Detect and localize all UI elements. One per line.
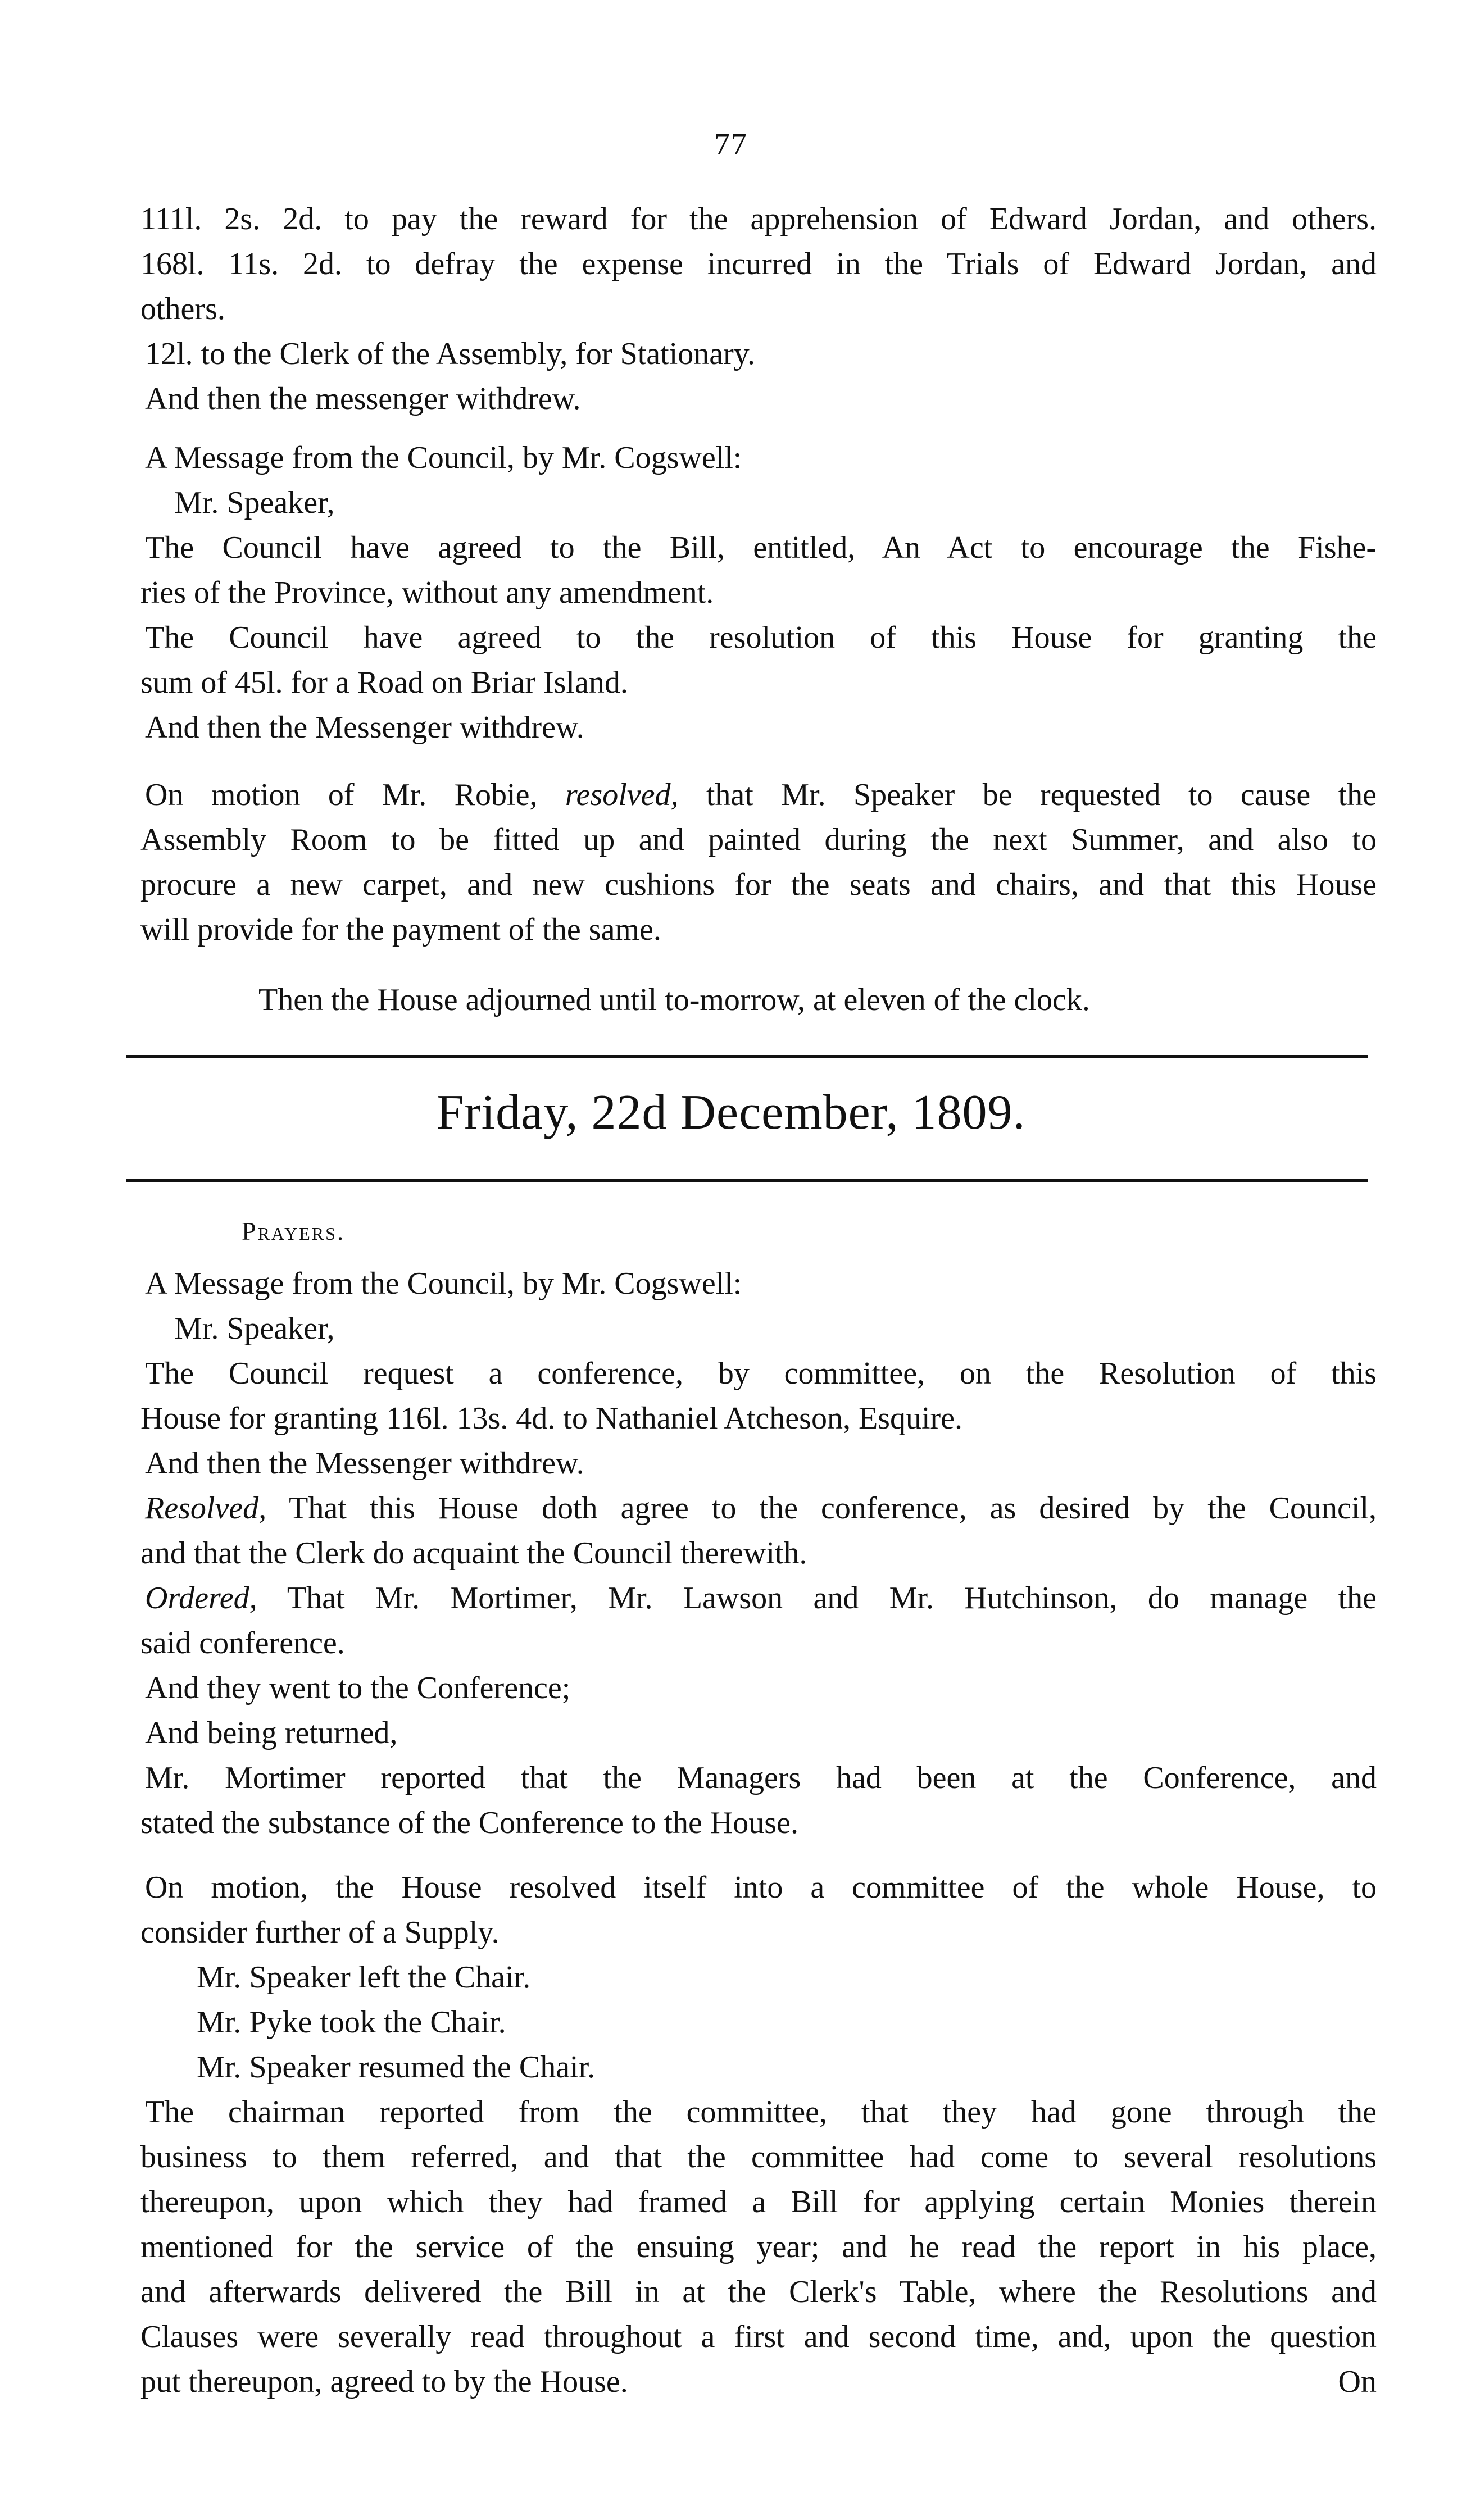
text-segment: that Mr. Speaker be requested to cause the <box>678 777 1377 812</box>
text-line: 12l. to the Clerk of the Assembly, for Stationary. <box>145 336 756 371</box>
page-number: 77 <box>714 127 748 162</box>
council-message-block <box>140 435 1377 750</box>
text-line: said conference. <box>140 1626 345 1661</box>
catchword: On <box>1338 2364 1377 2399</box>
text-segment: On motion of Mr. Robie, <box>145 777 565 812</box>
italic-term: Resolved, <box>145 1491 267 1526</box>
day-heading: Friday, 22d December, 1809. <box>436 1085 1026 1140</box>
text-segment: put thereupon, agreed to by the House. <box>140 2364 628 2399</box>
text-line <box>140 772 1377 817</box>
text-line: stated the substance of the Conference to the House. <box>140 1805 798 1840</box>
text-segment: That Mr. Mortimer, Mr. Lawson and Mr. Hutchinson, do manage the <box>257 1581 1377 1616</box>
text-line: and that the Clerk do acquaint the Council therewith. <box>140 1536 807 1571</box>
text-line: consider further of a Supply. <box>140 1915 500 1950</box>
text-line: Mr. Speaker left the Chair. <box>197 1960 531 1995</box>
text-segment: That this House doth agree to the conference, as desired by the Council, <box>266 1491 1377 1526</box>
text-line: And then the Messenger withdrew. <box>145 710 584 745</box>
text-line: Then the House adjourned until to-morrow, at eleven of the clock. <box>258 982 1090 1017</box>
prayers-label: Prayers. <box>242 1217 346 1245</box>
text-line: House for granting 116l. 13s. 4d. to Nathaniel Atcheson, Esquire. <box>140 1401 962 1436</box>
text-line: thereupon, upon which they had framed a Bill for applying certain Monies therein <box>140 2185 1377 2219</box>
italic-term: Ordered, <box>145 1581 257 1616</box>
text-line: And they went to the Conference; <box>145 1671 571 1705</box>
text-line: And being returned, <box>145 1716 398 1750</box>
text-line: The chairman reported from the committee, that they had gone through the <box>145 2095 1377 2130</box>
text-line: Assembly Room to be fitted up and painted during the next Summer, and also to <box>140 822 1377 857</box>
text-line: will provide for the payment of the same. <box>140 912 661 947</box>
text-line: Mr. Speaker resumed the Chair. <box>197 2050 596 2085</box>
text-line: sum of 45l. for a Road on Briar Island. <box>140 665 628 700</box>
text-line: Mr. Pyke took the Chair. <box>197 2005 506 2040</box>
text-line: On motion, the House resolved itself into a committee of the whole House, to <box>145 1870 1377 1905</box>
council-request-block <box>140 1261 1377 1845</box>
text-line: and afterwards delivered the Bill in at the Clerk's Table, where the Resolutions and <box>140 2275 1377 2309</box>
italic-term: resolved, <box>565 777 679 812</box>
text-line: business to them referred, and that the committee had come to several resolutions <box>140 2140 1377 2175</box>
committee-block <box>140 1865 1377 2404</box>
text-line <box>140 2359 1377 2404</box>
text-line <box>140 1576 1377 1621</box>
text-line: 111l. 2s. 2d. to pay the reward for the apprehension of Edward Jordan, and others. <box>140 202 1377 236</box>
text-line: ries of the Province, without any amendment. <box>140 575 714 610</box>
top-rule <box>126 1055 1368 1058</box>
text-line <box>140 1486 1377 1531</box>
text-line: 168l. 11s. 2d. to defray the expense incurred in the Trials of Edward Jordan, and <box>140 247 1377 281</box>
payments-block <box>140 197 1377 421</box>
text-line: Mr. Speaker, <box>174 1311 335 1346</box>
adjournment-line <box>258 977 1326 1022</box>
text-line: mentioned for the service of the ensuing year; and he read the report in his place, <box>140 2230 1377 2264</box>
text-line: others. <box>140 292 225 326</box>
text-line: Clauses were severally read throughout a first and second time, and, upon the question <box>140 2319 1377 2354</box>
text-line: The Council have agreed to the Bill, entitled, An Act to encourage the Fishe- <box>145 530 1377 565</box>
text-line: The Council have agreed to the resolution of this House for granting the <box>145 620 1377 655</box>
text-line: Mr. Mortimer reported that the Managers had been at the Conference, and <box>145 1761 1377 1795</box>
text-line: procure a new carpet, and new cushions for the seats and chairs, and that this House <box>140 867 1377 902</box>
motion-block <box>140 772 1377 952</box>
text-line: And then the messenger withdrew. <box>145 381 581 416</box>
text-line: And then the Messenger withdrew. <box>145 1446 584 1481</box>
text-line: Mr. Speaker, <box>174 485 335 520</box>
text-line: A Message from the Council, by Mr. Cogswell: <box>145 1266 742 1301</box>
text-line: The Council request a conference, by committee, on the Resolution of this <box>145 1356 1377 1391</box>
bottom-rule <box>126 1179 1368 1182</box>
text-line: A Message from the Council, by Mr. Cogswell: <box>145 440 742 475</box>
